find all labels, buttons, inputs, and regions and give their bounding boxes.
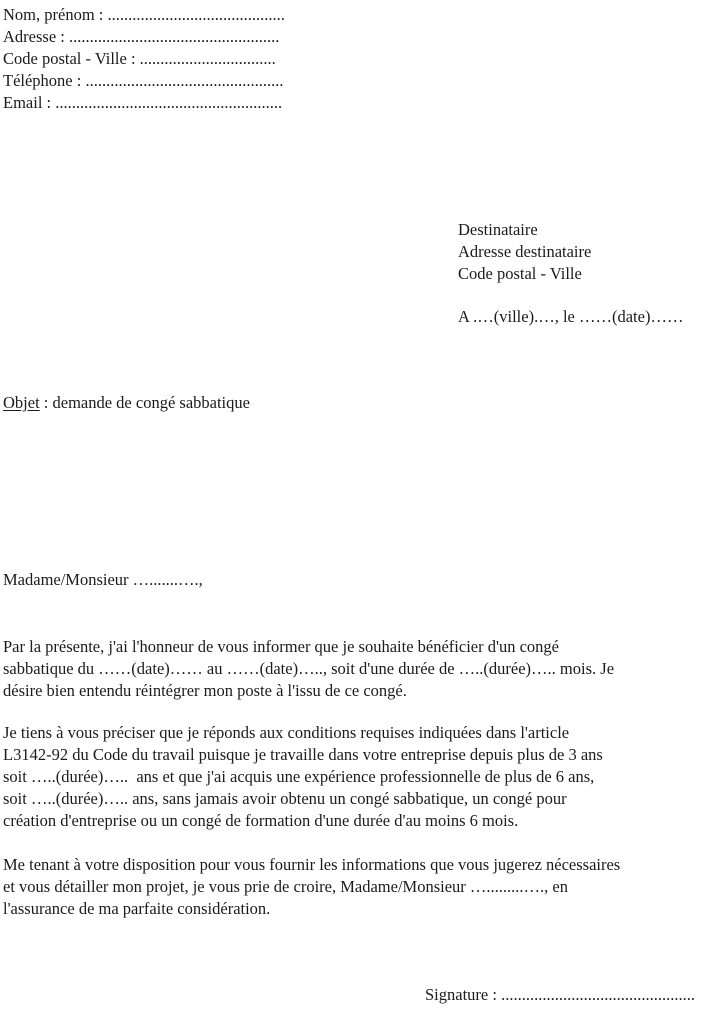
place-date-text: A .…(ville).…, le ……(date)…… bbox=[458, 307, 684, 326]
subject-label: Objet bbox=[3, 393, 40, 412]
body-paragraph-conditions bbox=[3, 722, 603, 832]
subject-line bbox=[3, 392, 250, 414]
paragraph-line: sabbatique du ……(date)…… au ……(date)….., soit d'une durée de …..(durée)….. mois. Je bbox=[3, 659, 615, 678]
paragraph-line: Par la présente, j'ai l'honneur de vous informer que je souhaite bénéficier d'un congé bbox=[3, 637, 559, 656]
paragraph-line: création d'entreprise ou un congé de formation d'une durée d'au moins 6 mois. bbox=[3, 811, 519, 830]
sender-name-line: Nom, prénom : ........................................... bbox=[3, 5, 285, 24]
signature-text: Signature : ............................................... bbox=[425, 985, 695, 1004]
sender-city-line: Code postal - Ville : ................................. bbox=[3, 49, 276, 68]
recipient-city-line: Code postal - Ville bbox=[458, 264, 582, 283]
recipient-address-block bbox=[458, 219, 591, 285]
recipient-name-line: Destinataire bbox=[458, 220, 538, 239]
paragraph-line: Me tenant à votre disposition pour vous fournir les informations que vous jugerez nécessaires bbox=[3, 855, 621, 874]
recipient-address-line: Adresse destinataire bbox=[458, 242, 592, 261]
signature-line bbox=[425, 984, 695, 1006]
paragraph-line: L3142-92 du Code du travail puisque je travaille dans votre entreprise depuis plus de 3 ans bbox=[3, 745, 603, 764]
sender-address-line: Adresse : ................................................... bbox=[3, 27, 280, 46]
subject-text bbox=[3, 392, 250, 414]
sender-address-block bbox=[3, 4, 285, 114]
place-date-line bbox=[458, 306, 683, 328]
subject-value: : demande de congé sabbatique bbox=[39, 393, 250, 412]
body-paragraph-closing bbox=[3, 854, 620, 920]
salutation-line bbox=[3, 569, 203, 591]
body-paragraph-request bbox=[3, 636, 614, 702]
paragraph-line: et vous détailler mon projet, je vous prie de croire, Madame/Monsieur ….........…., en bbox=[3, 877, 568, 896]
paragraph-line: l'assurance de ma parfaite considération. bbox=[3, 899, 271, 918]
paragraph-line: désire bien entendu réintégrer mon poste à l'issu de ce congé. bbox=[3, 681, 407, 700]
salutation-text: Madame/Monsieur ….......…., bbox=[3, 570, 203, 589]
paragraph-line: Je tiens à vous préciser que je réponds aux conditions requises indiquées dans l'article bbox=[3, 723, 570, 742]
sender-phone-line: Téléphone : ................................................ bbox=[3, 71, 284, 90]
sender-email-line: Email : ....................................................... bbox=[3, 93, 283, 112]
paragraph-line: soit …..(durée)….. ans, sans jamais avoir obtenu un congé sabbatique, un congé pour bbox=[3, 789, 567, 808]
paragraph-line: soit …..(durée)….. ans et que j'ai acquis une expérience professionnelle de plus de 6 ans, bbox=[3, 767, 595, 786]
